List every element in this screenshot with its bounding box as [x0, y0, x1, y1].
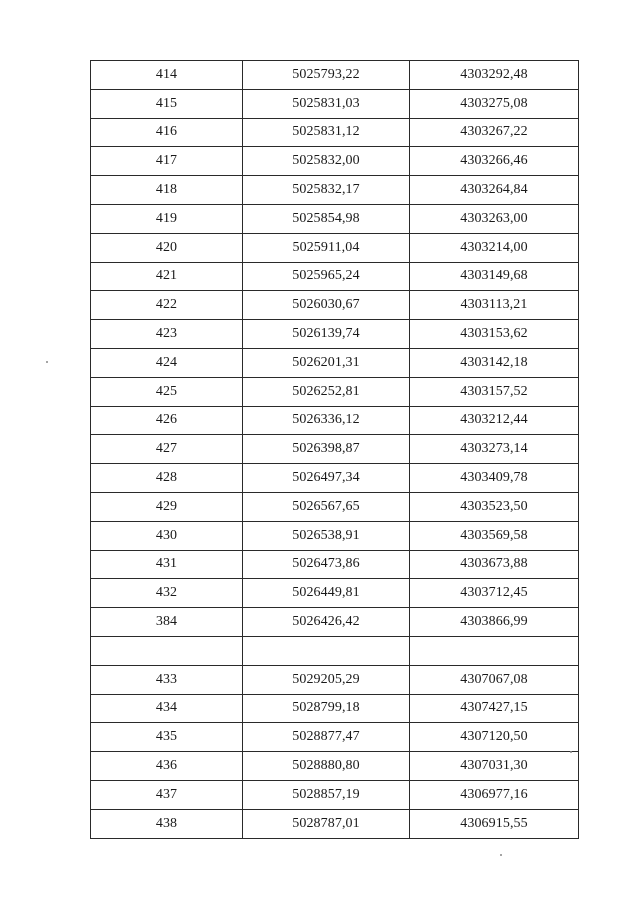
- y-coordinate-cell: 4303264,84: [410, 176, 579, 205]
- y-coordinate-cell: 4303157,52: [410, 377, 579, 406]
- x-coordinate-cell: 5026426,42: [243, 608, 410, 637]
- y-coordinate-cell: 4307427,15: [410, 694, 579, 723]
- table-row: [91, 608, 579, 637]
- table-row: [91, 579, 579, 608]
- table-row: [91, 550, 579, 579]
- table-row: [91, 204, 579, 233]
- x-coordinate-cell: 5026497,34: [243, 464, 410, 493]
- y-coordinate-cell: 4307067,08: [410, 665, 579, 694]
- table-row: [91, 694, 579, 723]
- y-coordinate-cell: 4303153,62: [410, 320, 579, 349]
- x-coordinate-cell: 5026538,91: [243, 521, 410, 550]
- point-number-cell: 416: [91, 118, 243, 147]
- x-coordinate-cell: 5026252,81: [243, 377, 410, 406]
- point-number-cell: 432: [91, 579, 243, 608]
- x-coordinate-cell: 5026398,87: [243, 435, 410, 464]
- table-row: [91, 435, 579, 464]
- point-number-cell: [91, 636, 243, 665]
- point-number-cell: 421: [91, 262, 243, 291]
- y-coordinate-cell: 4303409,78: [410, 464, 579, 493]
- x-coordinate-cell: [243, 636, 410, 665]
- coordinates-table: [90, 60, 579, 839]
- y-coordinate-cell: 4303149,68: [410, 262, 579, 291]
- y-coordinate-cell: 4307120,50: [410, 723, 579, 752]
- point-number-cell: 429: [91, 492, 243, 521]
- coordinates-table-body: [91, 61, 579, 839]
- table-row: [91, 752, 579, 781]
- point-number-cell: 414: [91, 61, 243, 90]
- y-coordinate-cell: 4303712,45: [410, 579, 579, 608]
- table-row: [91, 665, 579, 694]
- y-coordinate-cell: 4303142,18: [410, 348, 579, 377]
- point-number-cell: 423: [91, 320, 243, 349]
- table-row: [91, 636, 579, 665]
- y-coordinate-cell: 4303263,00: [410, 204, 579, 233]
- table-row: [91, 89, 579, 118]
- x-coordinate-cell: 5028787,01: [243, 809, 410, 838]
- x-coordinate-cell: 5029205,29: [243, 665, 410, 694]
- point-number-cell: 425: [91, 377, 243, 406]
- table-row: [91, 464, 579, 493]
- y-coordinate-cell: 4303212,44: [410, 406, 579, 435]
- y-coordinate-cell: 4307031,30: [410, 752, 579, 781]
- y-coordinate-cell: 4303113,21: [410, 291, 579, 320]
- point-number-cell: 433: [91, 665, 243, 694]
- point-number-cell: 384: [91, 608, 243, 637]
- x-coordinate-cell: 5025831,03: [243, 89, 410, 118]
- y-coordinate-cell: 4303523,50: [410, 492, 579, 521]
- x-coordinate-cell: 5025831,12: [243, 118, 410, 147]
- x-coordinate-cell: 5025854,98: [243, 204, 410, 233]
- x-coordinate-cell: 5026336,12: [243, 406, 410, 435]
- y-coordinate-cell: 4303569,58: [410, 521, 579, 550]
- point-number-cell: 422: [91, 291, 243, 320]
- table-row: [91, 61, 579, 90]
- point-number-cell: 438: [91, 809, 243, 838]
- x-coordinate-cell: 5026567,65: [243, 492, 410, 521]
- point-number-cell: 419: [91, 204, 243, 233]
- table-row: [91, 233, 579, 262]
- point-number-cell: 424: [91, 348, 243, 377]
- table-row: [91, 377, 579, 406]
- y-coordinate-cell: 4303275,08: [410, 89, 579, 118]
- point-number-cell: 430: [91, 521, 243, 550]
- x-coordinate-cell: 5026030,67: [243, 291, 410, 320]
- point-number-cell: 431: [91, 550, 243, 579]
- x-coordinate-cell: 5025965,24: [243, 262, 410, 291]
- table-row: [91, 809, 579, 838]
- table-row: [91, 348, 579, 377]
- x-coordinate-cell: 5028799,18: [243, 694, 410, 723]
- y-coordinate-cell: 4306977,16: [410, 780, 579, 809]
- table-row: [91, 406, 579, 435]
- x-coordinate-cell: 5026139,74: [243, 320, 410, 349]
- x-coordinate-cell: 5025911,04: [243, 233, 410, 262]
- y-coordinate-cell: 4303266,46: [410, 147, 579, 176]
- table-row: [91, 262, 579, 291]
- y-coordinate-cell: 4303866,99: [410, 608, 579, 637]
- point-number-cell: 415: [91, 89, 243, 118]
- point-number-cell: 426: [91, 406, 243, 435]
- table-row: [91, 492, 579, 521]
- x-coordinate-cell: 5025793,22: [243, 61, 410, 90]
- x-coordinate-cell: 5026201,31: [243, 348, 410, 377]
- y-coordinate-cell: 4303273,14: [410, 435, 579, 464]
- y-coordinate-cell: 4303214,00: [410, 233, 579, 262]
- point-number-cell: 418: [91, 176, 243, 205]
- scan-speck: [570, 751, 572, 753]
- x-coordinate-cell: 5026473,86: [243, 550, 410, 579]
- point-number-cell: 436: [91, 752, 243, 781]
- point-number-cell: 437: [91, 780, 243, 809]
- x-coordinate-cell: 5028857,19: [243, 780, 410, 809]
- table-row: [91, 147, 579, 176]
- point-number-cell: 427: [91, 435, 243, 464]
- point-number-cell: 434: [91, 694, 243, 723]
- scan-speck: [500, 854, 502, 856]
- x-coordinate-cell: 5028877,47: [243, 723, 410, 752]
- point-number-cell: 428: [91, 464, 243, 493]
- y-coordinate-cell: 4303673,88: [410, 550, 579, 579]
- x-coordinate-cell: 5026449,81: [243, 579, 410, 608]
- table-row: [91, 320, 579, 349]
- x-coordinate-cell: 5025832,17: [243, 176, 410, 205]
- x-coordinate-cell: 5025832,00: [243, 147, 410, 176]
- y-coordinate-cell: 4303292,48: [410, 61, 579, 90]
- x-coordinate-cell: 5028880,80: [243, 752, 410, 781]
- y-coordinate-cell: 4303267,22: [410, 118, 579, 147]
- point-number-cell: 417: [91, 147, 243, 176]
- point-number-cell: 435: [91, 723, 243, 752]
- table-row: [91, 291, 579, 320]
- table-row: [91, 780, 579, 809]
- point-number-cell: 420: [91, 233, 243, 262]
- table-row: [91, 723, 579, 752]
- table-row: [91, 118, 579, 147]
- document-page: [90, 60, 578, 839]
- table-row: [91, 521, 579, 550]
- y-coordinate-cell: [410, 636, 579, 665]
- table-row: [91, 176, 579, 205]
- y-coordinate-cell: 4306915,55: [410, 809, 579, 838]
- scan-speck: [46, 361, 48, 363]
